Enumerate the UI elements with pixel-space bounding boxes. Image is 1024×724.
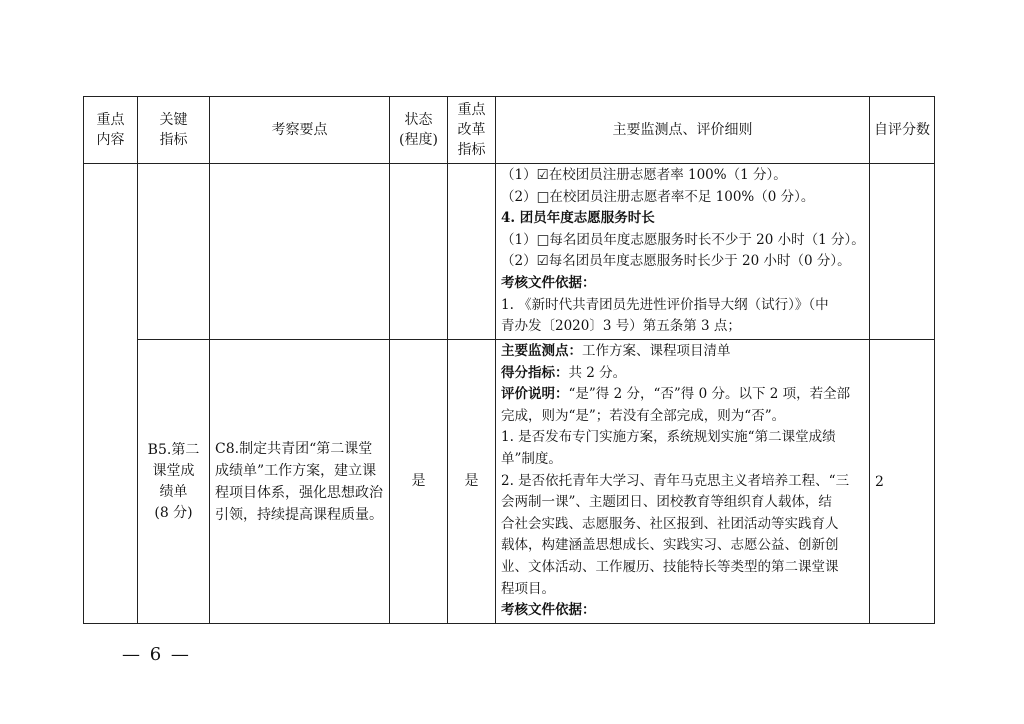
header-key-content-text: 重点 内容 (96, 112, 125, 148)
detail-line: 考核文件依据： (501, 274, 596, 291)
header-reform-indicator (448, 97, 496, 164)
detail-line: 程项目。 (501, 580, 555, 597)
monitoring-details-cell (496, 164, 870, 340)
self-score-cell: 2 (870, 340, 935, 624)
detail-line: 会两制一课”、主题团日、团校教育等组织育人载体，结 (501, 494, 832, 511)
header-key-indicator (138, 97, 210, 164)
detail-line-label: 得分指标： (501, 364, 569, 381)
detail-line: （2）☑每名团员年度志愿服务时长少于 20 小时（0 分）。 (501, 253, 851, 270)
detail-line: 主要监测点：工作方案、课程项目清单 (501, 343, 731, 359)
table-row (84, 340, 935, 624)
reform-cell-empty (448, 164, 496, 340)
header-self-score: 自评分数 (870, 97, 935, 164)
self-score-cell-empty (870, 164, 935, 340)
detail-line: 2. 是否依托青年大学习、青年马克思主义者培养工程、“三 (501, 472, 850, 489)
header-assessment-points: 考察要点 (210, 97, 390, 164)
key-content-cell (84, 164, 138, 624)
header-monitoring-details: 主要监测点、评价细则 (496, 97, 870, 164)
detail-line: （1）☑在校团员注册志愿者率 100%（1 分）。 (501, 167, 787, 183)
detail-line: 评价说明：“是”得 2 分，“否”得 0 分。以下 2 项，若全部 (501, 386, 851, 403)
detail-line: 青办发〔2020〕3 号）第五条第 3 点； (501, 318, 741, 335)
header-key-content (84, 97, 138, 164)
detail-line: 业、文体活动、工作履历、技能特长等类型的第二课堂课 (501, 558, 839, 575)
detail-line: 得分指标：共 2 分。 (501, 364, 627, 381)
detail-line: （1）□每名团员年度志愿服务时长不少于 20 小时（1 分）。 (501, 231, 865, 248)
detail-line (501, 600, 866, 622)
detail-line: 单”制度。 (501, 450, 562, 467)
indicator-cell: B5.第二 课堂成 绩单 (8 分) (138, 340, 210, 624)
assessment-point-cell: C8.制定共青团“第二课堂成绩单”工作方案，建立课程项目体系，强化思想政治引领，持续提高课程质量。 (210, 340, 390, 624)
assessment-point-cell-empty (210, 164, 390, 340)
header-key-indicator-text: 关键 指标 (159, 112, 188, 148)
detail-line: （2）□在校团员注册志愿者率不足 100%（0 分）。 (501, 188, 815, 205)
table-row (84, 164, 935, 340)
header-status (390, 97, 448, 164)
detail-line: 1. 《新时代共青团员先进性评价指导大纲（试行）》（中 (501, 296, 829, 313)
reform-cell: 是 (448, 340, 496, 624)
indicator-cell-empty (138, 164, 210, 340)
detail-line: 完成，则为“是”；若没有全部完成，则为“否”。 (501, 407, 786, 424)
evaluation-table (83, 96, 935, 624)
detail-line-label: 评价说明： (501, 386, 569, 403)
header-reform-indicator-text: 重点 改革 指标 (457, 102, 486, 158)
detail-line-label: 考核文件依据： (501, 602, 596, 619)
page-number: — 6 — (122, 644, 191, 665)
status-cell: 是 (390, 340, 448, 624)
detail-line: 合社会实践、志愿服务、社区报到、社团活动等实践育人 (501, 515, 839, 532)
detail-line: 载体，构建涵盖思想成长、实践实习、志愿公益、创新创 (501, 537, 839, 554)
table-header-row (84, 97, 935, 164)
monitoring-details-cell (496, 340, 870, 624)
detail-line-label: 主要监测点： (501, 343, 582, 359)
detail-line: 1. 是否发布专门实施方案，系统规划实施“第二课堂成绩 (501, 429, 836, 446)
detail-line: 4. 团员年度志愿服务时长 (501, 210, 655, 227)
status-cell-empty (390, 164, 448, 340)
header-status-text: 状态 (程度) (399, 112, 438, 148)
